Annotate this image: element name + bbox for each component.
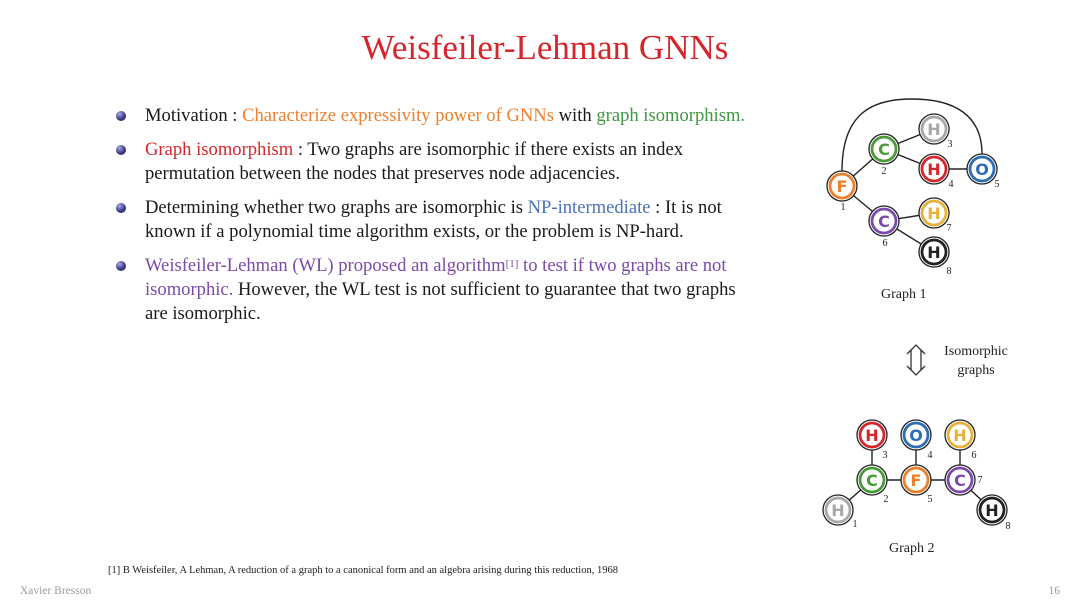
graph-node xyxy=(869,206,899,249)
graph-node xyxy=(945,420,977,461)
highlight-text: Characterize expressivity power of GNNs xyxy=(242,105,554,126)
node-letter: F xyxy=(910,471,922,490)
bullet-wl-test: Weisfeiler-Lehman (WL) proposed an algorithm[1] to test if two graphs are not isomorphic. However, the WL test is not sufficient to guarantee that two graphs are isomorphic. xyxy=(115,254,755,326)
node-index: 2 xyxy=(883,494,889,505)
citation-ref[interactable]: [1] xyxy=(505,258,519,270)
highlight-text: graph isomorphism xyxy=(596,105,741,126)
node-letter: C xyxy=(878,212,890,231)
bullet-label: Motivation xyxy=(145,105,228,126)
page-number: 16 xyxy=(1048,585,1060,597)
node-letter: C xyxy=(954,471,966,490)
graph-node xyxy=(977,495,1011,532)
node-index: 4 xyxy=(948,179,954,190)
highlight-text: Weisfeiler-Lehman (WL) proposed an algorithm xyxy=(145,255,506,276)
node-letter: H xyxy=(953,426,967,445)
node-index: 6 xyxy=(971,450,977,461)
node-letter: H xyxy=(985,501,999,520)
node-letter: H xyxy=(865,426,879,445)
graph-node xyxy=(823,495,858,530)
double-arrow-icon xyxy=(907,345,925,375)
graph-2 xyxy=(823,420,1011,532)
isomorphic-label: Isomorphic graphs xyxy=(944,344,1008,378)
node-index: 8 xyxy=(1005,521,1011,532)
graph-node xyxy=(827,171,857,213)
highlight-text: NP-intermediate xyxy=(527,197,651,218)
graph-node xyxy=(919,198,952,234)
node-index: 3 xyxy=(882,450,888,461)
node-index: 5 xyxy=(927,494,933,505)
graph-node xyxy=(869,134,899,177)
author-name: Xavier Bresson xyxy=(20,585,92,597)
node-letter: O xyxy=(909,426,923,445)
highlight-text: to test if two graphs are not isomorphic. xyxy=(145,255,727,300)
node-letter: C xyxy=(878,140,890,159)
bullet-np-intermediate: Determining whether two graphs are isomorphic is NP-intermediate : It is not known if a polynomial time algorithm exists, or the problem is NP-hard. xyxy=(115,196,755,244)
node-index: 2 xyxy=(881,166,887,177)
node-letter: F xyxy=(836,177,848,196)
node-index: 7 xyxy=(946,223,952,234)
graph-node xyxy=(919,237,952,277)
graph-node xyxy=(901,465,933,505)
node-letter: O xyxy=(975,160,989,179)
footnote: [1] B Weisfeiler, A Lehman, A reduction of a graph to a canonical form and an algebra arising during this reduction, 1968 xyxy=(108,565,618,576)
graph-node xyxy=(919,114,953,150)
graph-node xyxy=(967,154,1000,190)
bullet-motivation: Motivation : Characterize expressivity power of GNNs with graph isomorphism. xyxy=(115,104,755,128)
graph-2-label: Graph 2 xyxy=(889,541,935,556)
node-letter: C xyxy=(866,471,878,490)
bullet-graph-isomorphism: Graph isomorphism : Two graphs are isomorphic if there exists an index permutation between the nodes that preserves node adjacencies. xyxy=(115,138,755,186)
node-letter: H xyxy=(927,243,941,262)
node-letter: H xyxy=(927,160,941,179)
node-index: 1 xyxy=(852,519,858,530)
graph-node xyxy=(945,465,983,495)
node-index: 5 xyxy=(994,179,1000,190)
graph-1-label: Graph 1 xyxy=(881,287,927,302)
node-index: 7 xyxy=(977,475,983,486)
node-index: 6 xyxy=(882,238,888,249)
graph-1 xyxy=(827,99,1000,277)
graph-node xyxy=(857,465,889,505)
slide-title: Weisfeiler-Lehman GNNs xyxy=(361,28,729,67)
node-index: 3 xyxy=(947,139,953,150)
node-letter: H xyxy=(831,501,845,520)
node-letter: H xyxy=(927,120,941,139)
node-index: 1 xyxy=(840,202,846,213)
node-letter: H xyxy=(927,204,941,223)
graph-node xyxy=(901,420,933,461)
bullet-label: Graph isomorphism xyxy=(145,139,294,160)
node-index: 8 xyxy=(946,266,952,277)
node-index: 4 xyxy=(927,450,933,461)
graph-node xyxy=(919,154,954,190)
